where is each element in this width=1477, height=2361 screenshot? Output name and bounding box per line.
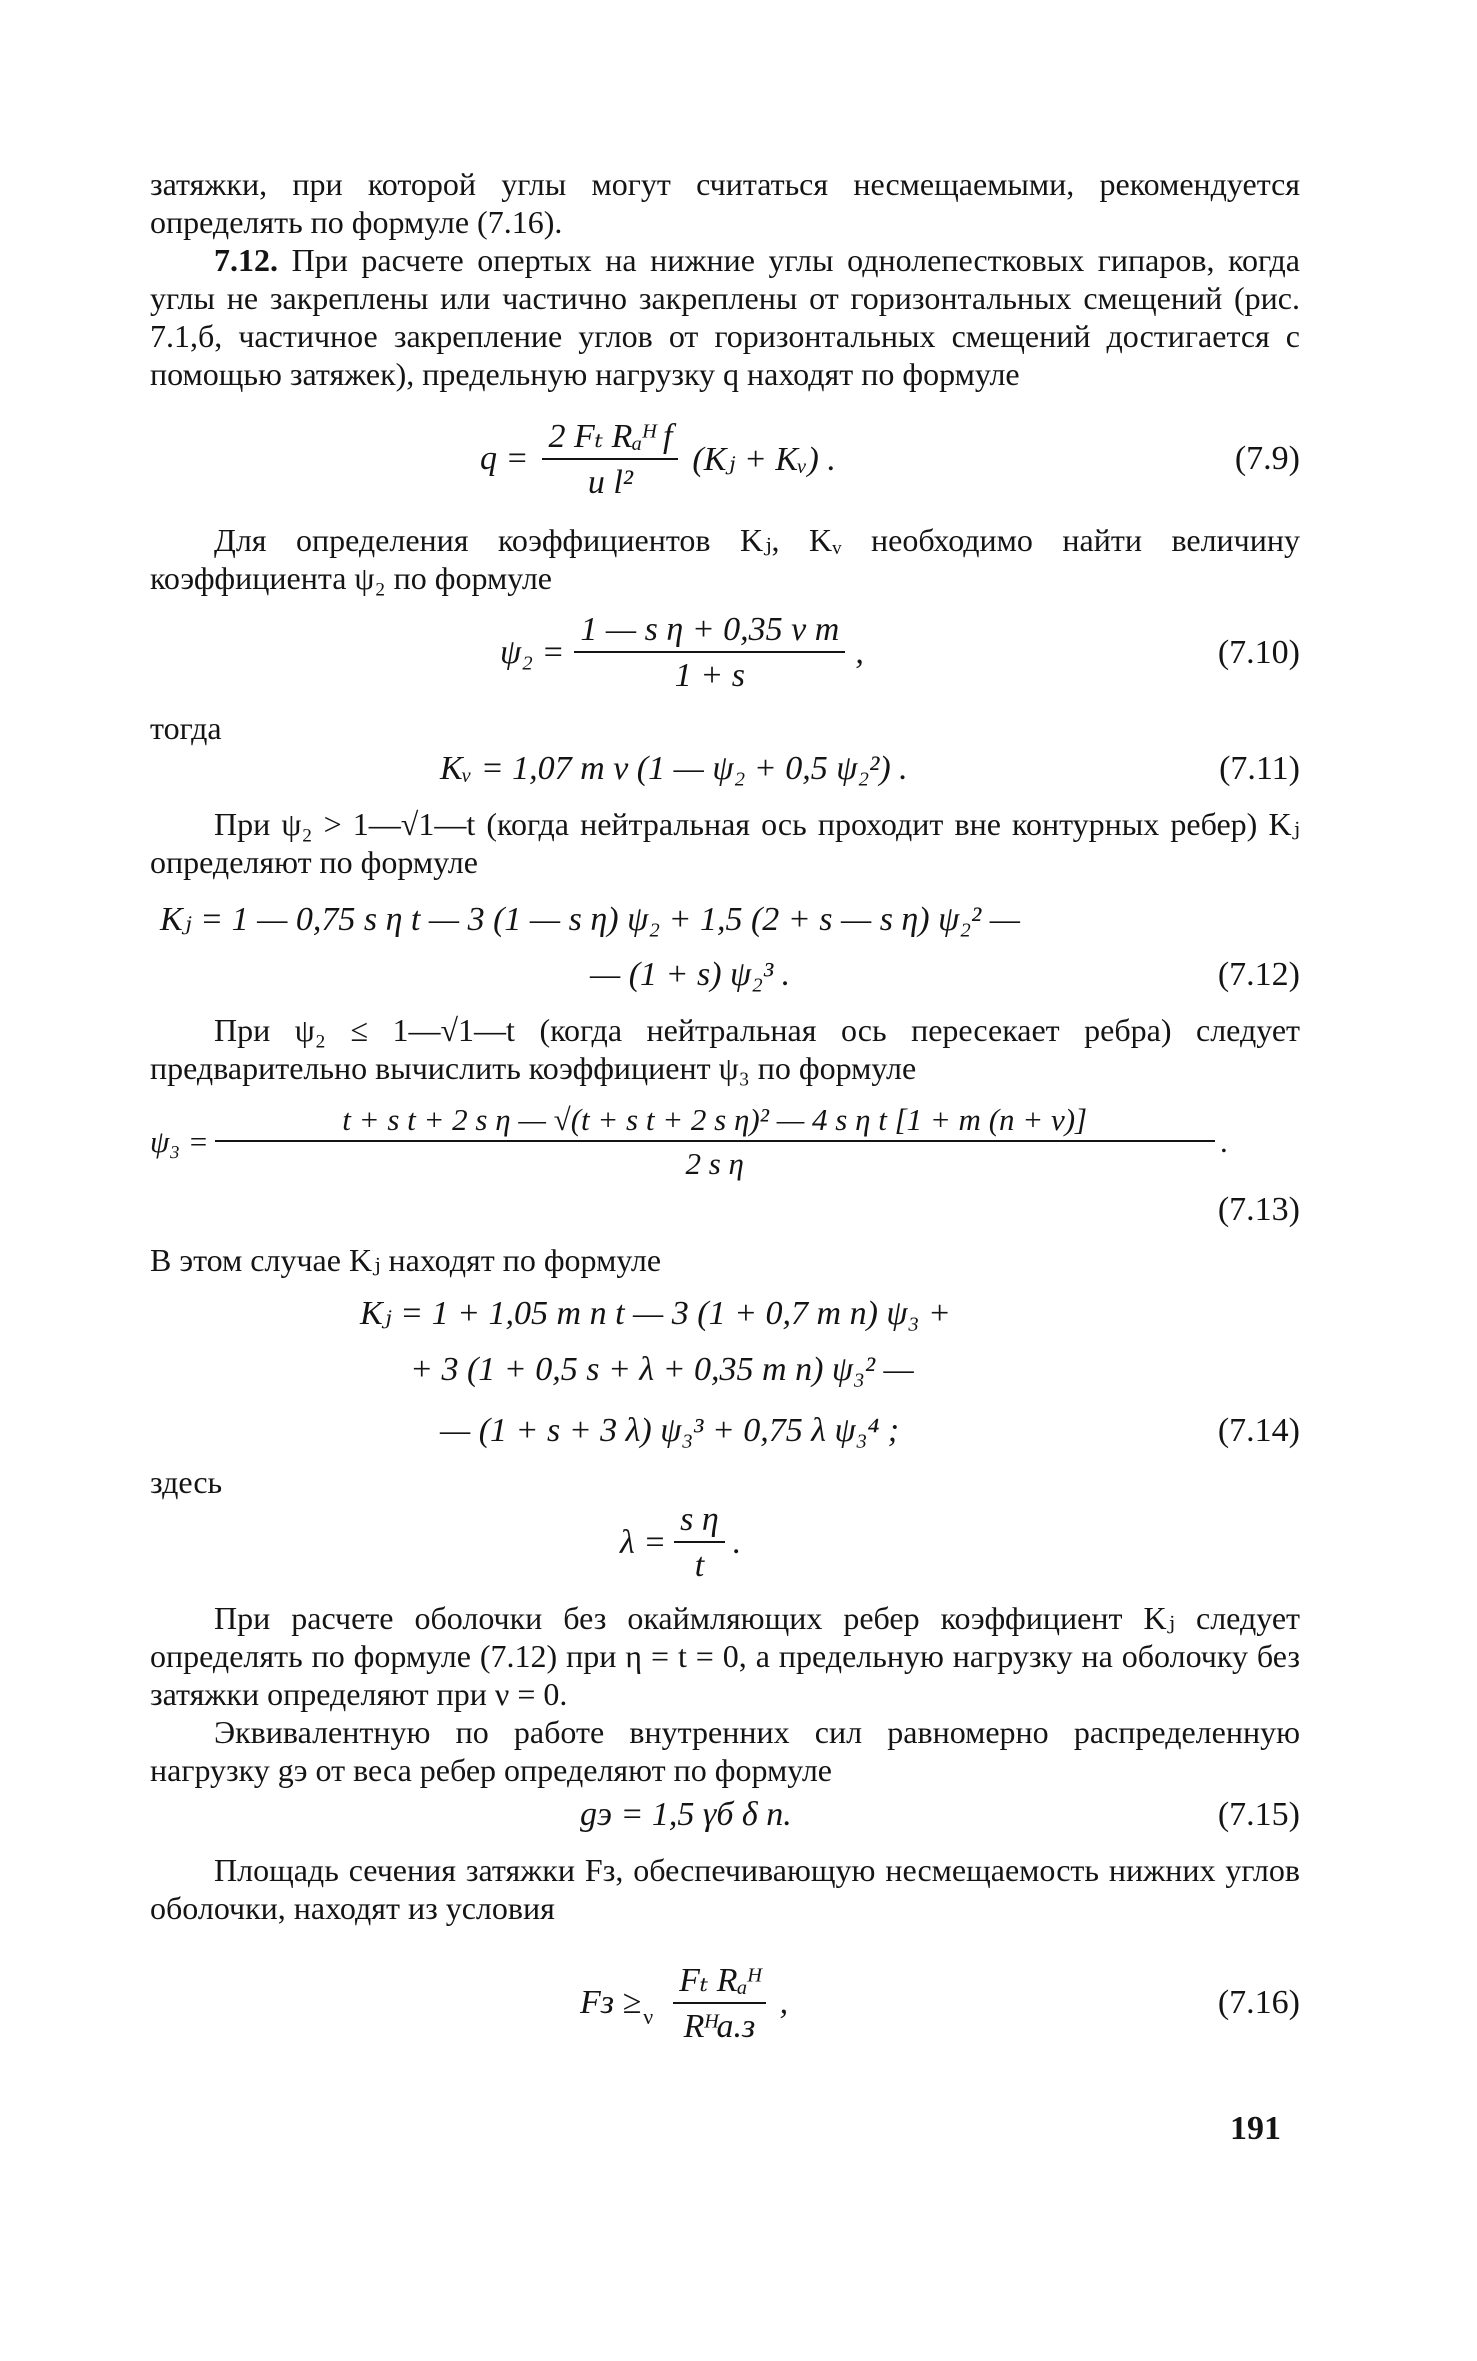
equation-lambda	[150, 1501, 1300, 1585]
eq-denominator: 2 s η	[685, 1146, 744, 1181]
eq-denominator: 1 + s	[674, 657, 745, 694]
eq-line: + 3 (1 + 0,5 s + λ + 0,35 m n) ψ₃² —	[410, 1351, 914, 1388]
equation-number: (7.12)	[1217, 956, 1300, 993]
eq-lhs: Fз ≥	[580, 1984, 642, 2021]
eq-numerator: 1 — s η + 0,35 ν m	[574, 611, 845, 653]
eq-line: — (1 + s) ψ₂³ .	[590, 956, 791, 993]
eq-tail: (Kⱼ + Kᵥ) .	[692, 441, 836, 478]
paragraph-1: затяжки, при которой углы могут считаться несмещаемыми, рекомендуется определять по формуле (7.16).	[150, 166, 1300, 240]
eq-tail: ,	[855, 634, 864, 671]
equation-7-14-line-3	[150, 1409, 1300, 1453]
eq-tail: .	[732, 1524, 742, 1561]
paragraph-7-12-text: При расчете опертых на нижние углы однолепестковых гипаров, когда углы не закреплены или частично закреплены от горизонтальных смещений (рис. 7.1,б, частичное закрепление углов от горизонтальных смещений достигается с помощью затяжек), предельную нагрузку q находят по формуле	[150, 242, 1301, 392]
equation-number: (7.14)	[1217, 1412, 1300, 1449]
then-label: тогда	[150, 710, 222, 746]
eq-denominator: u l²	[587, 464, 633, 501]
equation-number: (7.15)	[1217, 1796, 1300, 1833]
equation-7-12-line-1	[150, 899, 1300, 943]
eq-numerator: s η	[674, 1501, 725, 1543]
equation-7-13	[150, 1099, 1300, 1185]
eq-lhs: q =	[480, 440, 529, 477]
paragraph-6: В этом случае Kⱼ находят по формуле	[150, 1242, 662, 1278]
eq-lhs: ψ₂ =	[500, 634, 565, 671]
eq-line: Kⱼ = 1 + 1,05 m n t — 3 (1 + 0,7 m n) ψ₃ +	[360, 1295, 951, 1332]
eq-line: Kⱼ = 1 — 0,75 s η t — 3 (1 — s η) ψ₂ + 1,5 (2 + s — s η) ψ₂² —	[160, 901, 1020, 938]
equation-7-14-line-2	[150, 1351, 1300, 1395]
eq-denominator: Rᴴа.з	[683, 2008, 756, 2045]
eq-fraction	[215, 1102, 1215, 1182]
paragraph-4: При ψ₂ > 1—√1—t (когда нейтральная ось проходит вне контурных ребер) Kⱼ определяют по формуле	[150, 806, 1300, 880]
eq-tail: .	[1220, 1124, 1229, 1159]
equation-7-13-number-row	[150, 1191, 1300, 1231]
eq-lhs: λ =	[620, 1524, 667, 1561]
eq-body: Kᵥ = 1,07 m ν (1 — ψ₂ + 0,5 ψ₂²) .	[440, 750, 908, 787]
section-number: 7.12.	[214, 242, 278, 278]
eq-line: — (1 + s + 3 λ) ψ₃³ + 0,75 λ ψ₃⁴ ;	[440, 1412, 900, 1449]
equation-7-9	[150, 411, 1300, 507]
equation-number: (7.10)	[1217, 634, 1300, 671]
page-body	[150, 165, 1300, 2073]
eq-fraction	[674, 1501, 725, 1585]
equation-7-10	[150, 607, 1300, 699]
paragraph-7: При расчете оболочки без окаймляющих ребер коэффициент Kⱼ следует определять по формуле (7.12) при η = t = 0, а предельную нагрузку на оболочку без затяжки определяют при ν = 0.	[150, 1600, 1300, 1712]
here-label: здесь	[150, 1464, 223, 1500]
eq-numerator: 2 Fₜ Rₐᴴ f	[542, 416, 678, 460]
equation-7-16	[150, 1943, 1300, 2063]
eq-fraction	[574, 611, 845, 695]
eq-denominator: t	[694, 1547, 705, 1584]
paragraph-3: Для определения коэффициентов Kⱼ, Kᵥ необходимо найти величину коэффициента ψ₂ по формуле	[150, 522, 1300, 596]
equation-number: (7.9)	[1234, 440, 1300, 477]
equation-number: (7.13)	[1217, 1191, 1300, 1228]
eq-fraction	[673, 1960, 766, 2046]
equation-7-11	[150, 747, 1300, 791]
equation-number: (7.11)	[1219, 750, 1300, 787]
equation-7-12-line-2	[150, 953, 1300, 997]
equation-number: (7.16)	[1217, 1984, 1300, 2021]
eq-fraction	[542, 416, 678, 502]
eq-lhs: ψ₃ =	[150, 1124, 209, 1159]
eq-subscript: ν	[643, 2004, 654, 2029]
paragraph-5: При ψ₂ ≤ 1—√1—t (когда нейтральная ось пересекает ребра) следует предварительно вычислить коэффициент ψ₃ по формуле	[150, 1012, 1300, 1086]
eq-numerator: Fₜ Rₐᴴ	[673, 1960, 766, 2004]
eq-numerator: t + s t + 2 s η — √(t + s t + 2 s η)² — 4 s η t [1 + m (n + ν)]	[215, 1102, 1215, 1142]
paragraph-9: Площадь сечения затяжки Fз, обеспечивающую несмещаемость нижних углов оболочки, находят из условия	[150, 1852, 1300, 1926]
paragraph-8: Эквивалентную по работе внутренних сил равномерно распределенную нагрузку gэ от веса ребер определяют по формуле	[150, 1714, 1300, 1788]
equation-7-14-line-1	[150, 1293, 1300, 1337]
eq-body: gэ = 1,5 γб δ n.	[580, 1796, 792, 1833]
eq-tail: ,	[779, 1984, 789, 2021]
paragraph-7-12	[150, 241, 1300, 393]
page-number: 191	[1230, 2110, 1281, 2147]
equation-7-15	[150, 1793, 1300, 1837]
